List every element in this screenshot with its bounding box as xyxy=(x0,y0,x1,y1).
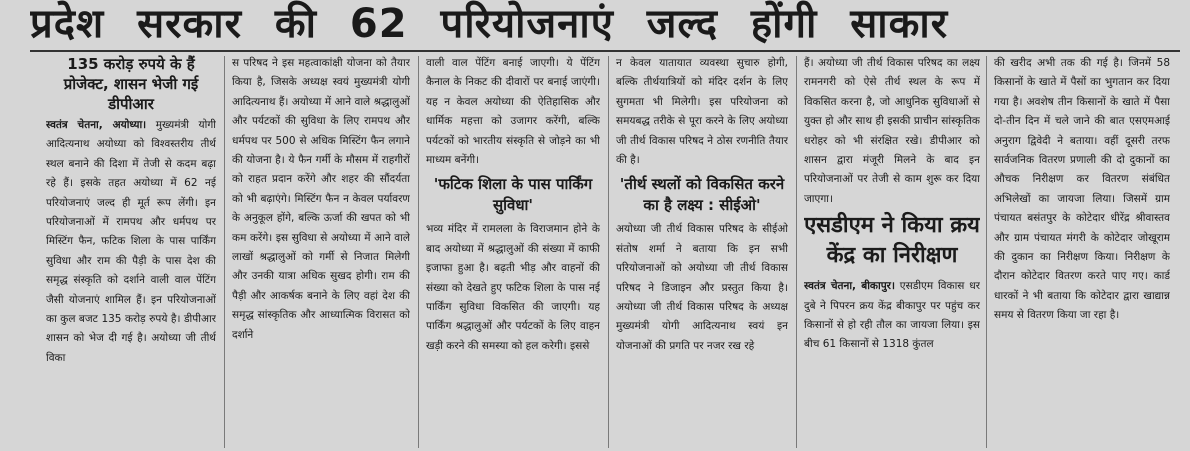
column-5-dateline: स्वतंत्र चेतना, बीकापुर। xyxy=(804,280,895,293)
column-5 xyxy=(804,54,980,449)
headline-rule xyxy=(30,50,1180,52)
column-4-body-1: न केवल यातायात व्यवस्था सुचारु होगी, बल्कि तीर्थयात्रियों को मंदिर दर्शन के लिए सुगमता भी मिलेगी। इस परियोजना को समयबद्ध तरीके से पूरा करने के लिए अयोध्या जी तीर्थ विकास परिषद ने ठोस रणनीति तैयार की है। xyxy=(616,57,788,167)
column-3-subhead: 'फटिक शिला के पास पार्किंग सुविधा' xyxy=(433,175,593,215)
column-4 xyxy=(616,54,788,449)
column-divider xyxy=(986,56,987,448)
column-5-subhead: एसडीएम ने किया क्रय केंद्र का निरीक्षण xyxy=(804,213,980,269)
column-3-body-1: वाली वाल पेंटिंग बनाई जाएगी। ये पेंटिंग कैनाल के निकट की दीवारों पर बनाई जाएंगी। यह न केवल अयोध्या की ऐतिहासिक और धार्मिक महत्ता को उजागर करेंगी, बल्कि पर्यटकों को भारतीय संस्कृति से जोड़ने का भी माध्यम बनेंगी। xyxy=(426,57,600,167)
column-divider xyxy=(608,56,609,448)
column-6 xyxy=(994,54,1170,449)
column-5-body-1: हैं। अयोध्या जी तीर्थ विकास परिषद का लक्ष्य रामनगरी को ऐसे तीर्थ स्थल के रूप में विकसित करना है, जो आधुनिक सुविधाओं से युक्त हो और साथ ही इसकी प्राचीन सांस्कृतिक धरोहर को भी संरक्षित रखे। डीपीआर को शासन द्वारा मंजूरी मिलने के बाद इन परियोजनाओं पर तेजी से काम शुरू कर दिया जाएगा। xyxy=(804,57,980,205)
column-5-body-2: एसडीएम विकास धर दुबे ने पिपरन क्रय केंद्र बीकापुर पर पहुंच कर किसानों से हो रही तौल का जायजा लिया। इस बीच 61 किसानों से 1318 कुंतल xyxy=(804,280,980,351)
column-4-subhead: 'तीर्थ स्थलों को विकसित करने का है लक्ष्य : सीईओ' xyxy=(619,175,785,215)
column-5-text xyxy=(804,277,980,355)
column-divider xyxy=(224,56,225,448)
column-divider xyxy=(796,56,797,448)
column-divider xyxy=(418,56,419,448)
column-3 xyxy=(426,54,600,449)
column-6-body: की खरीद अभी तक की गई है। जिनमें 58 किसानों के खाते में पैसों का भुगतान कर दिया गया है। अवशेष तीन किसानों के खाते में पैसा दो-तीन दिन में चले जाने की बात एसएमआई अनुराग द्विवेदी ने बताया। वहीं दूसरी तरफ सार्वजनिक वितरण प्रणाली की दो दुकानों का औचक निरीक्षण कर वितरण संबंधित अभिलेखों का जायजा लिया। जिसमें ग्राम पंचायत बसंतपुर के कोटेदार धीरेंद्र श्रीवास्तव और ग्राम पंचायत मंगरी के कोटेदार जोखूराम की दुकान का निरीक्षण किया। निरीक्षण के दौरान कोटेदार वितरण करते पाए गए। कार्ड धारकों ने भी बताया कि कोटेदार द्वारा खाद्यान्न समय से वितरण किया जा रहा है। xyxy=(994,57,1170,322)
main-headline: प्रदेश सरकार की 62 परियोजनाएं जल्द होंगी साकार xyxy=(30,1,949,47)
column-1 xyxy=(46,54,216,449)
column-3-body-2: भव्य मंदिर में रामलला के विराजमान होने के बाद अयोध्या में श्रद्धालुओं की संख्या में काफी इजाफा हुआ है। बढ़ती भीड़ और वाहनों की संख्या को देखते हुए फटिक शिला के पास नई पार्किंग सुविधा विकसित की जाएगी। यह पार्किंग श्रद्धालुओं और पर्यटकों के लिए वाहन खड़ी करने की समस्या को हल करेगी। इससे xyxy=(426,223,600,352)
column-1-body: मुख्यमंत्री योगी आदित्यनाथ अयोध्या को विश्वस्तरीय तीर्थ स्थल बनाने की दिशा में तेजी से कदम बढ़ा रहे हैं। इसके तहत अयोध्या में 62 नई परियोजनाएं जल्द ही मूर्त रूप लेंगी। इन परियोजनाओं में रामपथ और धर्मपथ पर मिस्टिंग फैन, फटिक शिला के पास पार्किंग सुविधा और राम की पैड़ी के पास देश की समृद्ध संस्कृति को दर्शाने वाली वाल पेंटिंग जैसी योजनाएं शामिल हैं। इन परियोजनाओं का कुल बजट 135 करोड़ रुपये है। डीपीआर शासन को भेज दी गई है। अयोध्या जी तीर्थ विका xyxy=(46,119,216,364)
column-1-dateline: स्वतंत्र चेतना, अयोध्या। xyxy=(46,119,147,131)
column-1-subhead: 135 करोड़ रुपये के हैं प्रोजेक्ट, शासन भेजी गई डीपीआर xyxy=(63,55,199,113)
column-2-body: स परिषद ने इस महत्वाकांक्षी योजना को तैयार किया है, जिसके अध्यक्ष स्वयं मुख्यमंत्री योगी आदित्यनाथ हैं। अयोध्या में आने वाले श्रद्धालुओं और पर्यटकों की सुविधा के लिए रामपथ और धर्मपथ पर 500 से अधिक मिस्टिंग फैन लगाने की योजना है। ये फैन गर्मी के मौसम में राहगीरों को राहत प्रदान करेंगे और शहर की सौंदर्यता को भी बढ़ाएंगे। मिस्टिंग फैन न केवल पर्यावरण के अनुकूल होंगे, बल्कि ऊर्जा की खपत को भी कम करेंगे। इस सुविधा से अयोध्या में आने वाले लाखों श्रद्धालुओं को गर्मी से निजात मिलेगी और उनकी यात्रा अधिक सुखद होगी। राम की पैड़ी और आकर्षक बनाने के लिए वहां देश की समृद्ध सांस्कृतिक और आध्यात्मिक विरासत को दर्शाने xyxy=(232,57,410,341)
column-4-body-2: अयोध्या जी तीर्थ विकास परिषद के सीईओ संतोष शर्मा ने बताया कि इन सभी परियोजनाओं को अयोध्या जी तीर्थ विकास परिषद ने डिजाइन और प्रस्तुत किया है। अयोध्या जी तीर्थ विकास परिषद के अध्यक्ष मुख्यमंत्री योगी आदित्यनाथ स्वयं इन योजनाओं की प्रगति पर नजर रख रहे xyxy=(616,223,788,352)
column-1-text xyxy=(46,116,216,368)
column-2 xyxy=(232,54,410,449)
